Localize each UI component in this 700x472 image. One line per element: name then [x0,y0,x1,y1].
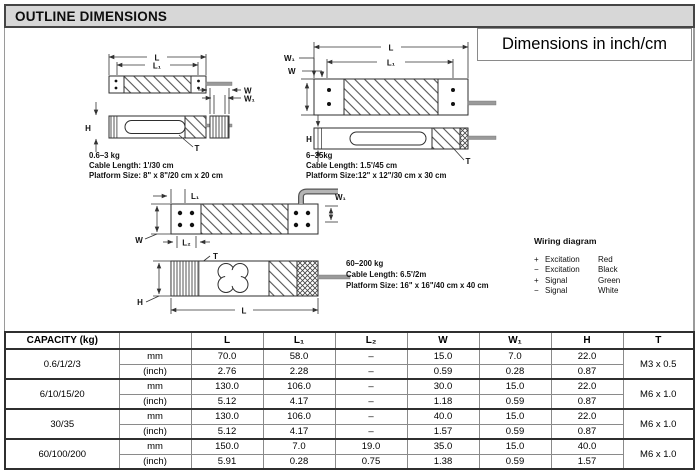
wiring-color: White [598,286,619,295]
dim-label-L: L [241,306,247,316]
caption-capacity-small: 0.6–3 kg [89,151,120,160]
value-cell: 0.59 [479,454,551,469]
unit-cell: mm [119,349,191,364]
caption-cable-small: Cable Length: 1'/30 cm [89,161,174,170]
cable-small [206,82,232,86]
value-cell: 35.0 [407,439,479,454]
value-cell: 7.0 [263,439,335,454]
column-header-unit [119,332,191,349]
wiring-sign: − [534,265,539,274]
dim-label-T: T [465,157,471,166]
unit-cell: (inch) [119,394,191,409]
unit-cell: (inch) [119,364,191,379]
unit-cell: (inch) [119,424,191,439]
page-title: OUTLINE DIMENSIONS [15,8,168,24]
value-cell: 22.0 [551,349,623,364]
value-cell: 1.57 [551,454,623,469]
wiring-row [534,255,620,266]
wiring-diagram-title: Wiring diagram [534,236,597,246]
table-header-row [5,332,694,349]
wiring-name: Signal [545,286,568,295]
dim-label-W1: W₁ [284,54,295,63]
dim-label-H: H [85,124,91,133]
value-cell: 4.17 [263,394,335,409]
value-cell: 1.57 [407,424,479,439]
column-header-L1: L₁ [263,332,335,349]
value-cell: 19.0 [335,439,407,454]
dim-label-H: H [306,135,312,144]
caption-platform-medium: Platform Size:12" x 12"/30 cm x 30 cm [306,171,447,180]
section-header [4,4,695,28]
dimensions-note: Dimensions in inch/cm [501,35,668,53]
unit-cell: mm [119,439,191,454]
value-cell: 5.91 [191,454,263,469]
cable-large [301,192,338,205]
thread-cell: M6 x 1.0 [623,379,694,409]
value-cell: 0.28 [263,454,335,469]
value-cell: – [335,424,407,439]
value-cell: 40.0 [407,409,479,424]
value-cell: – [335,364,407,379]
wiring-name: Signal [545,275,568,285]
unit-cell: mm [119,409,191,424]
dim-label-W: W [244,86,252,96]
unit-cell: (inch) [119,454,191,469]
dim-label-W: W [288,67,296,76]
value-cell: 70.0 [191,349,263,364]
value-cell: 58.0 [263,349,335,364]
caption-platform-small: Platform Size: 8" x 8"/20 cm x 20 cm [89,171,223,180]
value-cell: 0.59 [479,424,551,439]
value-cell: – [335,349,407,364]
caption-platform-large: Platform Size: 16" x 16"/40 cm x 40 cm [346,281,489,290]
capacity-cell: 30/35 [5,409,119,439]
value-cell: 15.0 [407,349,479,364]
unit-cell: mm [119,379,191,394]
value-cell: 5.12 [191,424,263,439]
wiring-name: Excitation [545,265,580,274]
value-cell: – [335,379,407,394]
wiring-row [534,265,620,276]
value-cell: 0.59 [407,364,479,379]
caption-capacity-medium: 6–35kg [306,151,333,160]
dim-label-L: L [388,43,394,53]
value-cell: 2.28 [263,364,335,379]
column-header-W1: W₁ [479,332,551,349]
value-cell: 22.0 [551,409,623,424]
table-row [5,349,694,364]
capacity-cell: 0.6/1/2/3 [5,349,119,379]
wiring-sign: + [534,254,539,264]
caption-cable-large: Cable Length: 6.5'/2m [346,270,427,279]
thread-cell: M3 x 0.5 [623,349,694,379]
wiring-rows [534,255,620,297]
wiring-name: Excitation [545,254,580,264]
value-cell: 1.18 [407,394,479,409]
value-cell: 150.0 [191,439,263,454]
value-cell: 22.0 [551,379,623,394]
capacity-cell: 6/10/15/20 [5,379,119,409]
value-cell: 0.87 [551,364,623,379]
table-row [5,379,694,394]
dim-label-L1: L₁ [191,192,200,201]
value-cell: 40.0 [551,439,623,454]
value-cell: 7.0 [479,349,551,364]
wiring-row [534,286,620,297]
value-cell: 15.0 [479,379,551,394]
dimensions-note-box [477,28,692,61]
value-cell: 106.0 [263,409,335,424]
value-cell: – [335,394,407,409]
dim-label-H: H [137,298,143,307]
dim-label-L1: L₁ [152,61,162,71]
value-cell: 4.17 [263,424,335,439]
value-cell: 2.76 [191,364,263,379]
wiring-diagram [534,236,620,297]
dim-label-W: W [135,236,143,245]
value-cell: 15.0 [479,409,551,424]
dim-label-L1: L₁ [386,58,396,68]
value-cell: 0.59 [479,394,551,409]
value-cell: 0.87 [551,424,623,439]
wiring-color: Black [598,265,618,274]
dim-label-T: T [213,252,218,261]
value-cell: 30.0 [407,379,479,394]
cable-medium [468,101,496,105]
caption-capacity-large: 60–200 kg [346,259,384,268]
column-header-capacity: CAPACITY (kg) [5,332,119,349]
value-cell: 130.0 [191,409,263,424]
drawing-large-load-cell [135,189,488,316]
value-cell: 15.0 [479,439,551,454]
value-cell: – [335,409,407,424]
dimensions-table [4,331,695,470]
wiring-color: Green [598,275,621,285]
thread-cell: M6 x 1.0 [623,439,694,469]
drawing-small-load-cell [85,54,255,181]
column-header-L2: L₂ [335,332,407,349]
value-cell: 106.0 [263,379,335,394]
table-row [5,409,694,424]
dim-label-W1: W₁ [244,94,255,104]
value-cell: 0.28 [479,364,551,379]
wiring-row [534,276,620,287]
dim-label-T: T [194,144,200,153]
column-header-H: H [551,332,623,349]
wiring-sign: − [534,286,539,295]
value-cell: 1.38 [407,454,479,469]
value-cell: 0.75 [335,454,407,469]
table-row [5,439,694,454]
column-header-W: W [407,332,479,349]
wiring-color: Red [598,254,613,264]
thread-cell: M6 x 1.0 [623,409,694,439]
dim-label-L: L [154,53,160,63]
dim-label-L2: L₂ [182,238,191,248]
wiring-sign: + [534,275,539,285]
column-header-T: T [623,332,694,349]
value-cell: 5.12 [191,394,263,409]
value-cell: 130.0 [191,379,263,394]
dimensions-table-body [5,349,694,469]
drawing-medium-load-cell [284,42,496,180]
caption-cable-medium: Cable Length: 1.5'/45 cm [306,161,398,170]
capacity-cell: 60/100/200 [5,439,119,469]
column-header-L: L [191,332,263,349]
dim-label-W1: W₁ [335,193,346,202]
value-cell: 0.87 [551,394,623,409]
